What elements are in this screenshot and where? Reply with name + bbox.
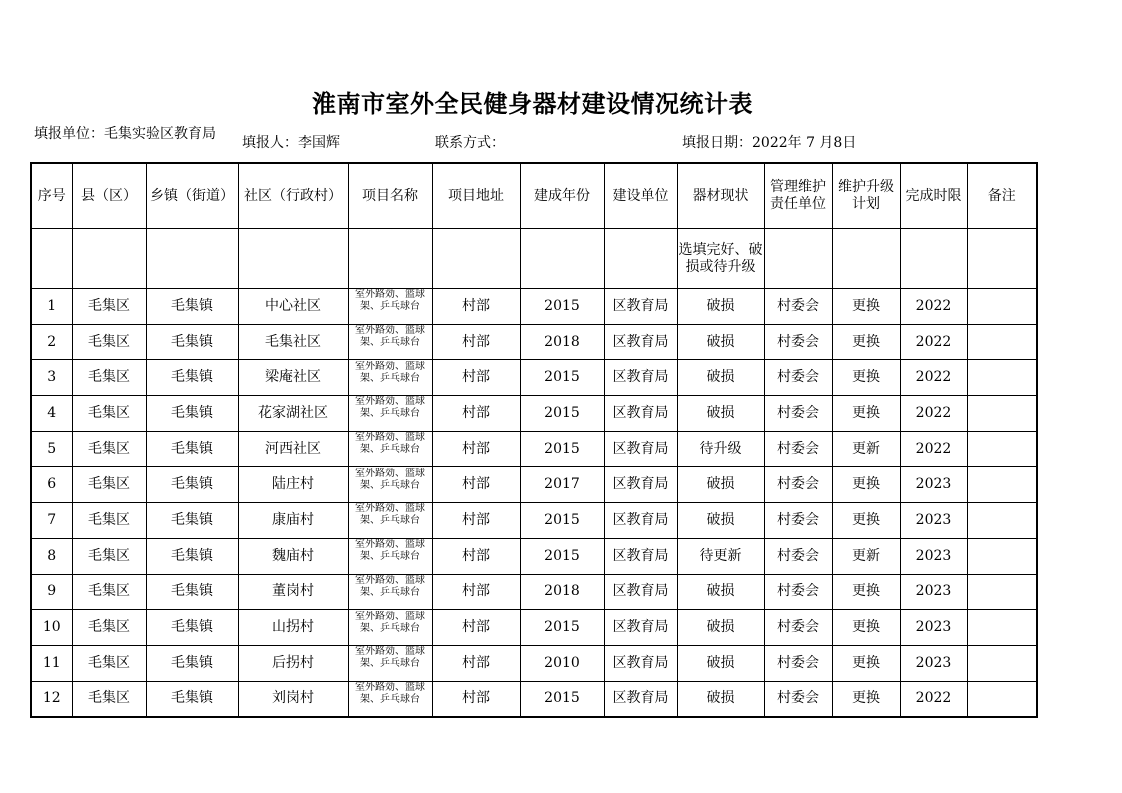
column-header-remark: 备注 <box>967 163 1037 229</box>
cell-manager: 村委会 <box>764 431 832 467</box>
cell-remark <box>967 431 1037 467</box>
cell-plan: 更换 <box>832 396 900 432</box>
cell-remark <box>967 538 1037 574</box>
cell-plan: 更换 <box>832 610 900 646</box>
cell-builder: 区教育局 <box>604 324 677 360</box>
table-cell <box>348 229 432 289</box>
cell-builder: 区教育局 <box>604 467 677 503</box>
project-name-text: 室外路効、篮球架、乒乓球台 <box>355 467 425 491</box>
cell-deadline: 2022 <box>900 431 967 467</box>
cell-plan: 更换 <box>832 681 900 717</box>
cell-deadline: 2023 <box>900 467 967 503</box>
table-cell <box>764 229 832 289</box>
cell-year: 2018 <box>520 574 604 610</box>
cell-town: 毛集镇 <box>146 538 238 574</box>
cell-address: 村部 <box>432 467 520 503</box>
cell-remark <box>967 574 1037 610</box>
cell-plan: 更换 <box>832 289 900 325</box>
cell-builder: 区教育局 <box>604 610 677 646</box>
reporter: 填报人：李国辉 <box>242 135 340 151</box>
cell-community: 董岗村 <box>238 574 348 610</box>
cell-project <box>348 396 432 432</box>
cell-manager: 村委会 <box>764 324 832 360</box>
cell-county: 毛集区 <box>72 396 146 432</box>
table-cell <box>31 229 72 289</box>
column-header-plan: 维护升级计划 <box>832 163 900 229</box>
cell-status: 破损 <box>677 610 764 646</box>
instruction-row <box>31 229 1037 289</box>
cell-community: 康庙村 <box>238 503 348 539</box>
table-cell <box>604 229 677 289</box>
cell-no: 8 <box>31 538 72 574</box>
project-name-text: 室外路効、篮球架、乒乓球台 <box>355 432 425 456</box>
cell-project <box>348 324 432 360</box>
table-row <box>31 574 1037 610</box>
cell-manager: 村委会 <box>764 645 832 681</box>
column-header-year: 建成年份 <box>520 163 604 229</box>
cell-builder: 区教育局 <box>604 538 677 574</box>
cell-year: 2010 <box>520 645 604 681</box>
cell-builder: 区教育局 <box>604 574 677 610</box>
header-row <box>31 163 1037 229</box>
column-header-status: 器材现状 <box>677 163 764 229</box>
cell-county: 毛集区 <box>72 645 146 681</box>
column-header-address: 项目地址 <box>432 163 520 229</box>
cell-builder: 区教育局 <box>604 681 677 717</box>
cell-plan: 更换 <box>832 503 900 539</box>
cell-address: 村部 <box>432 431 520 467</box>
cell-town: 毛集镇 <box>146 289 238 325</box>
cell-year: 2018 <box>520 324 604 360</box>
cell-county: 毛集区 <box>72 503 146 539</box>
column-header-county: 县（区） <box>72 163 146 229</box>
cell-status: 破损 <box>677 360 764 396</box>
cell-year: 2015 <box>520 431 604 467</box>
table-row <box>31 610 1037 646</box>
cell-year: 2017 <box>520 467 604 503</box>
column-header-no: 序号 <box>31 163 72 229</box>
cell-manager: 村委会 <box>764 289 832 325</box>
project-name-text: 室外路効、篮球架、乒乓球台 <box>355 325 425 349</box>
cell-manager: 村委会 <box>764 503 832 539</box>
project-name-text: 室外路効、篮球架、乒乓球台 <box>355 646 425 670</box>
page-title: 淮南市室外全民健身器材建设情况统计表 <box>312 90 753 118</box>
cell-project <box>348 431 432 467</box>
cell-year: 2015 <box>520 503 604 539</box>
cell-address: 村部 <box>432 538 520 574</box>
table-row <box>31 396 1037 432</box>
cell-community: 陆庄村 <box>238 467 348 503</box>
table-cell <box>900 229 967 289</box>
cell-no: 1 <box>31 289 72 325</box>
cell-county: 毛集区 <box>72 360 146 396</box>
cell-manager: 村委会 <box>764 610 832 646</box>
cell-deadline: 2022 <box>900 324 967 360</box>
cell-status: 破损 <box>677 467 764 503</box>
cell-status: 破损 <box>677 645 764 681</box>
cell-no: 11 <box>31 645 72 681</box>
project-name-text: 室外路効、篮球架、乒乓球台 <box>355 396 425 420</box>
cell-no: 5 <box>31 431 72 467</box>
cell-community: 毛集社区 <box>238 324 348 360</box>
cell-status: 待升级 <box>677 431 764 467</box>
cell-county: 毛集区 <box>72 681 146 717</box>
report-date: 填报日期：2022年 7 月8日 <box>682 135 857 151</box>
table-cell <box>238 229 348 289</box>
cell-remark <box>967 396 1037 432</box>
cell-no: 12 <box>31 681 72 717</box>
cell-plan: 更换 <box>832 645 900 681</box>
cell-address: 村部 <box>432 610 520 646</box>
cell-year: 2015 <box>520 538 604 574</box>
cell-address: 村部 <box>432 574 520 610</box>
cell-town: 毛集镇 <box>146 324 238 360</box>
cell-project <box>348 467 432 503</box>
cell-project <box>348 538 432 574</box>
cell-manager: 村委会 <box>764 574 832 610</box>
cell-no: 10 <box>31 610 72 646</box>
cell-project <box>348 574 432 610</box>
cell-builder: 区教育局 <box>604 396 677 432</box>
cell-town: 毛集镇 <box>146 467 238 503</box>
status-instruction: 选填完好、破损或待升级 <box>677 229 764 289</box>
cell-remark <box>967 324 1037 360</box>
cell-county: 毛集区 <box>72 538 146 574</box>
project-name-text: 室外路効、篮球架、乒乓球台 <box>355 289 425 313</box>
cell-town: 毛集镇 <box>146 396 238 432</box>
cell-deadline: 2022 <box>900 360 967 396</box>
cell-builder: 区教育局 <box>604 431 677 467</box>
column-header-builder: 建设单位 <box>604 163 677 229</box>
cell-year: 2015 <box>520 681 604 717</box>
cell-deadline: 2023 <box>900 645 967 681</box>
cell-status: 破损 <box>677 681 764 717</box>
table-cell <box>967 229 1037 289</box>
cell-plan: 更换 <box>832 360 900 396</box>
cell-address: 村部 <box>432 503 520 539</box>
column-header-project: 项目名称 <box>348 163 432 229</box>
table-row <box>31 431 1037 467</box>
cell-town: 毛集镇 <box>146 681 238 717</box>
cell-project <box>348 360 432 396</box>
cell-remark <box>967 360 1037 396</box>
table-row <box>31 681 1037 717</box>
cell-no: 4 <box>31 396 72 432</box>
cell-builder: 区教育局 <box>604 289 677 325</box>
table-row <box>31 503 1037 539</box>
cell-no: 6 <box>31 467 72 503</box>
project-name-text: 室外路効、篮球架、乒乓球台 <box>355 503 425 527</box>
cell-deadline: 2022 <box>900 396 967 432</box>
cell-status: 破损 <box>677 324 764 360</box>
cell-builder: 区教育局 <box>604 503 677 539</box>
column-header-manager: 管理维护责任单位 <box>764 163 832 229</box>
cell-remark <box>967 289 1037 325</box>
cell-remark <box>967 610 1037 646</box>
cell-no: 9 <box>31 574 72 610</box>
table-row <box>31 360 1037 396</box>
table-row <box>31 645 1037 681</box>
table-row <box>31 467 1037 503</box>
cell-project <box>348 610 432 646</box>
cell-deadline: 2023 <box>900 503 967 539</box>
column-header-community: 社区（行政村） <box>238 163 348 229</box>
cell-status: 破损 <box>677 503 764 539</box>
cell-county: 毛集区 <box>72 289 146 325</box>
cell-status: 待更新 <box>677 538 764 574</box>
cell-county: 毛集区 <box>72 467 146 503</box>
cell-town: 毛集镇 <box>146 431 238 467</box>
cell-deadline: 2022 <box>900 681 967 717</box>
cell-no: 3 <box>31 360 72 396</box>
cell-manager: 村委会 <box>764 681 832 717</box>
project-name-text: 室外路効、篮球架、乒乓球台 <box>355 681 425 705</box>
cell-status: 破损 <box>677 396 764 432</box>
cell-plan: 更新 <box>832 538 900 574</box>
table-row <box>31 538 1037 574</box>
cell-remark <box>967 645 1037 681</box>
cell-manager: 村委会 <box>764 360 832 396</box>
reporting-unit: 填报单位：毛集实验区教育局 <box>34 126 216 142</box>
cell-no: 7 <box>31 503 72 539</box>
project-name-text: 室外路効、篮球架、乒乓球台 <box>355 360 425 384</box>
cell-project <box>348 503 432 539</box>
cell-county: 毛集区 <box>72 574 146 610</box>
cell-town: 毛集镇 <box>146 360 238 396</box>
cell-plan: 更新 <box>832 431 900 467</box>
cell-county: 毛集区 <box>72 610 146 646</box>
table-cell <box>146 229 238 289</box>
cell-no: 2 <box>31 324 72 360</box>
project-name-text: 室外路効、篮球架、乒乓球台 <box>355 539 425 563</box>
cell-community: 刘岗村 <box>238 681 348 717</box>
cell-project <box>348 289 432 325</box>
cell-status: 破损 <box>677 574 764 610</box>
cell-builder: 区教育局 <box>604 645 677 681</box>
cell-address: 村部 <box>432 289 520 325</box>
cell-address: 村部 <box>432 360 520 396</box>
cell-builder: 区教育局 <box>604 360 677 396</box>
cell-address: 村部 <box>432 396 520 432</box>
cell-project <box>348 645 432 681</box>
cell-address: 村部 <box>432 324 520 360</box>
cell-address: 村部 <box>432 645 520 681</box>
cell-remark <box>967 467 1037 503</box>
column-header-town: 乡镇（街道） <box>146 163 238 229</box>
cell-deadline: 2023 <box>900 610 967 646</box>
table-row <box>31 324 1037 360</box>
cell-year: 2015 <box>520 289 604 325</box>
cell-town: 毛集镇 <box>146 645 238 681</box>
cell-county: 毛集区 <box>72 324 146 360</box>
column-header-deadline: 完成时限 <box>900 163 967 229</box>
cell-county: 毛集区 <box>72 431 146 467</box>
cell-town: 毛集镇 <box>146 503 238 539</box>
cell-year: 2015 <box>520 360 604 396</box>
cell-community: 后拐村 <box>238 645 348 681</box>
cell-community: 中心社区 <box>238 289 348 325</box>
cell-community: 花家湖社区 <box>238 396 348 432</box>
cell-deadline: 2022 <box>900 289 967 325</box>
cell-status: 破损 <box>677 289 764 325</box>
cell-deadline: 2023 <box>900 574 967 610</box>
table-cell <box>520 229 604 289</box>
cell-address: 村部 <box>432 681 520 717</box>
cell-plan: 更换 <box>832 574 900 610</box>
cell-deadline: 2023 <box>900 538 967 574</box>
cell-plan: 更换 <box>832 467 900 503</box>
cell-town: 毛集镇 <box>146 574 238 610</box>
cell-community: 梁庵社区 <box>238 360 348 396</box>
table-cell <box>72 229 146 289</box>
cell-project <box>348 681 432 717</box>
table-cell <box>432 229 520 289</box>
table-row <box>31 289 1037 325</box>
cell-town: 毛集镇 <box>146 610 238 646</box>
cell-manager: 村委会 <box>764 467 832 503</box>
project-name-text: 室外路効、篮球架、乒乓球台 <box>355 610 425 634</box>
cell-plan: 更换 <box>832 324 900 360</box>
table-cell <box>832 229 900 289</box>
cell-manager: 村委会 <box>764 396 832 432</box>
cell-community: 魏庙村 <box>238 538 348 574</box>
cell-community: 河西社区 <box>238 431 348 467</box>
cell-manager: 村委会 <box>764 538 832 574</box>
cell-remark <box>967 681 1037 717</box>
cell-year: 2015 <box>520 610 604 646</box>
statistics-table <box>30 162 1038 718</box>
cell-community: 山拐村 <box>238 610 348 646</box>
cell-remark <box>967 503 1037 539</box>
contact-info: 联系方式： <box>435 135 505 151</box>
cell-year: 2015 <box>520 396 604 432</box>
project-name-text: 室外路効、篮球架、乒乓球台 <box>355 574 425 598</box>
